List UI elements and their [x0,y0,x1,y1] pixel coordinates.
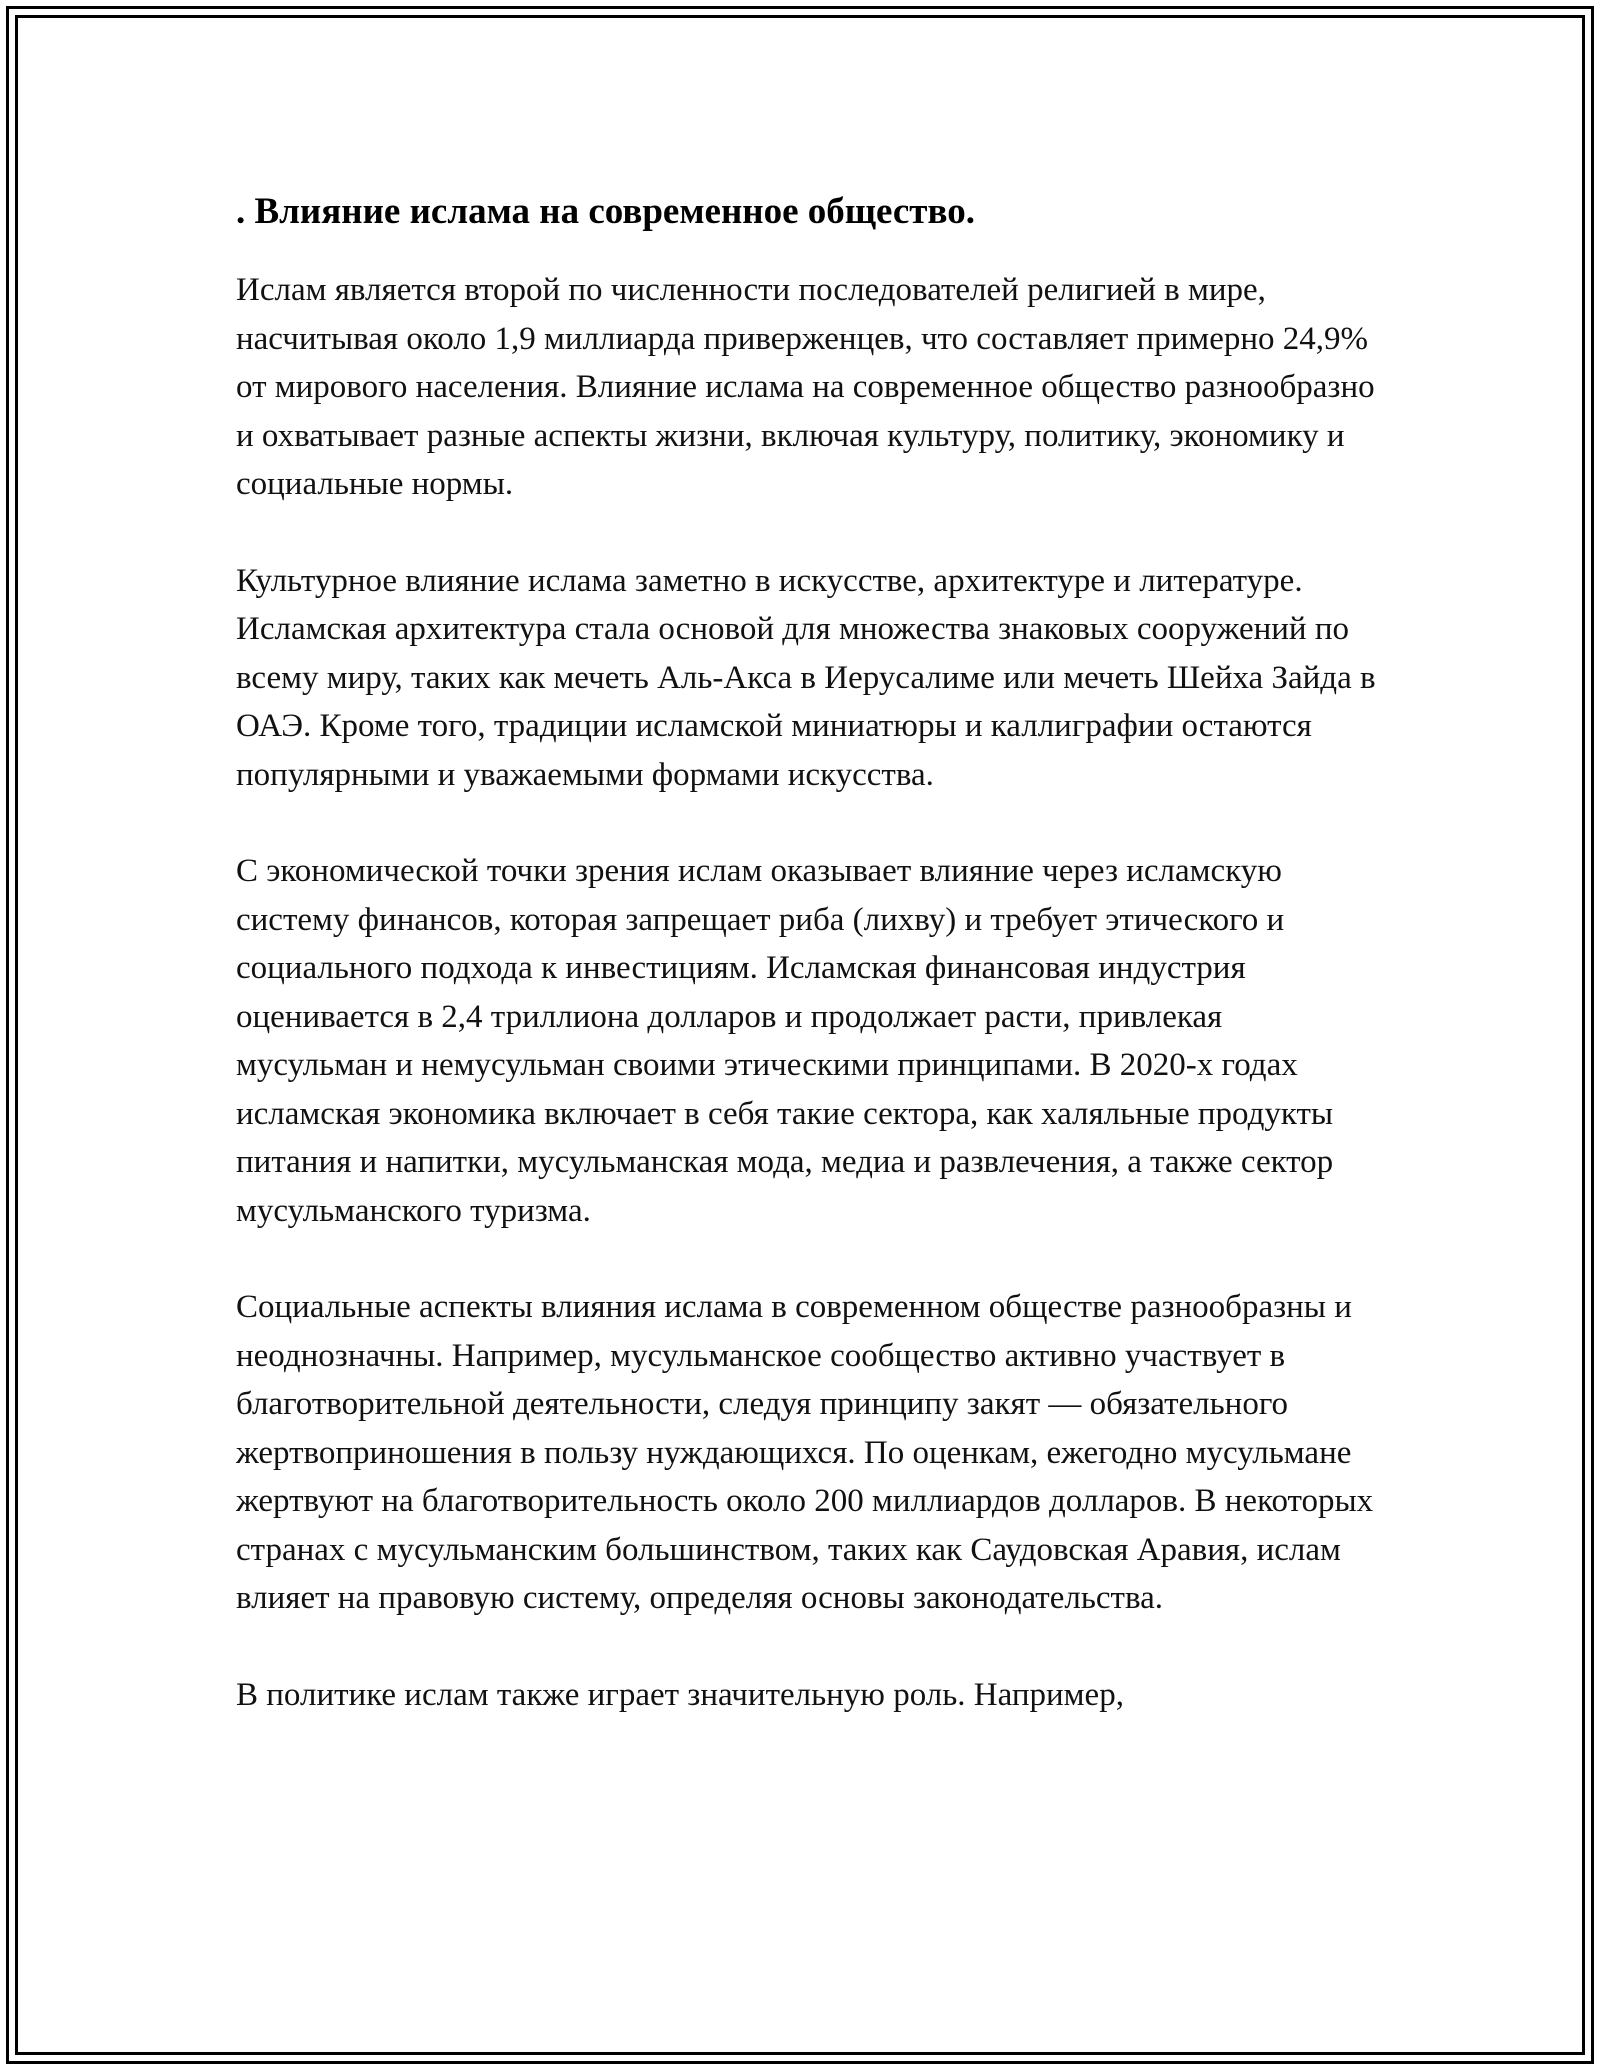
paragraph-introduction: Ислам является второй по численности последователей религией в мире, насчитывая около 1,9 миллиарда приверженцев, что составляет примерно 24,9% от мирового населения. Влияние ислама на современное общество разнообразно и охватывает разные аспекты жизни, включая культуру, политику, экономику и социальные нормы. [236,272,1375,502]
document-heading: . Влияние ислама на современное общество. [236,191,975,232]
paragraph-social: Социальные аспекты влияния ислама в современном обществе разнообразны и неоднозначны. Например, мусульманское сообщество активно участвует в благотворительной деятельности, следуя принципу закят — обязательного жертвоприношения в пользу нуждающихся. По оценкам, ежегодно мусульмане жертвуют на благотворительность около 200 миллиардов долларов. В некоторых странах с мусульманским большинством, таких как Саудовская Аравия, ислам влияет на правовую систему, определяя основы законодательства. [236,1289,1374,1616]
paragraph-culture: Культурное влияние ислама заметно в искусстве, архитектуре и литературе. Исламская архитектура стала основой для множества знаковых сооружений по всему миру, таких как мечеть Аль-Акса в Иерусалиме или мечеть Шейха Зайда в ОАЭ. Кроме того, традиции исламской миниатюры и каллиграфии остаются популярными и уважаемыми формами искусства. [236,562,1376,793]
paragraph-politics: В политике ислам также играет значительную роль. Например, [236,1676,1124,1713]
document-body [236,186,1376,1767]
paragraph-economy: С экономической точки зрения ислам оказывает влияние через исламскую систему финансов, которая запрещает риба (лихву) и требует этического и социального подхода к инвестициям. Исламская финансовая индустрия оценивается в 2,4 триллиона долларов и продолжает расти, привлекая мусульман и немусульман своими этическими принципами. В 2020-х годах исламская экономика включает в себя такие сектора, как халяльные продукты питания и напитки, мусульманская мода, медиа и развлечения, а также сектор мусульманского туризма. [236,853,1334,1229]
